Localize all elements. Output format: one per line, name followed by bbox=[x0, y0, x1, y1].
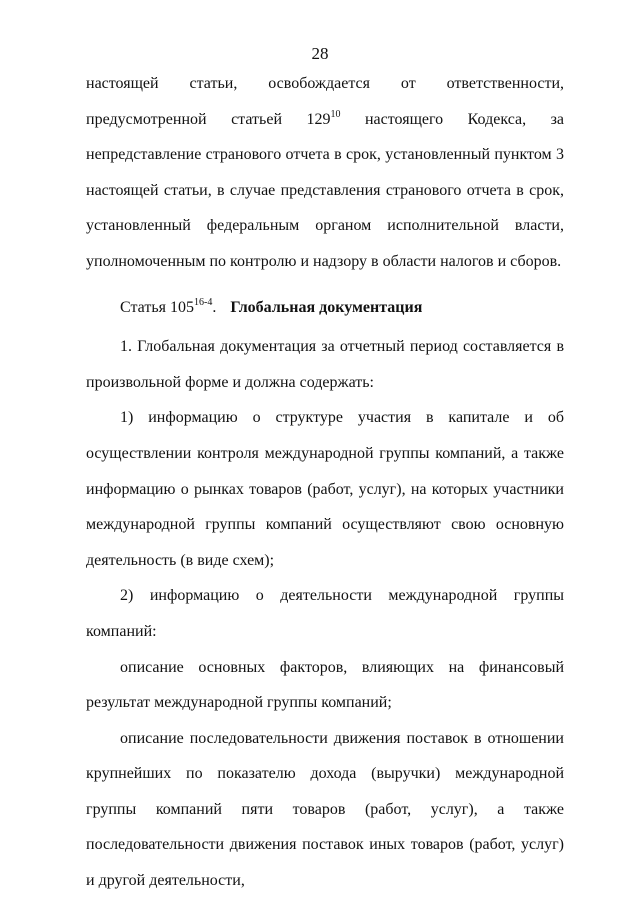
page-number: 28 bbox=[311, 44, 329, 63]
paragraph: 2) информацию о деятельности международной группы компаний: bbox=[86, 587, 564, 640]
paragraph-text: настоящего Кодекса, за непредставление странового отчета в срок, установленный пунктом 3 настоящей статьи, в случае представления странового отчета в срок, установленный федеральным органом исполнительной власти, уполномоченным по контролю и надзору в области налогов и сборов. bbox=[86, 110, 565, 270]
article-heading bbox=[86, 280, 564, 330]
article-title: Глобальная документация bbox=[230, 298, 423, 316]
superscript: 10 bbox=[330, 108, 341, 120]
article-dot: . bbox=[212, 298, 217, 316]
document-body bbox=[86, 66, 564, 899]
paragraph: 1) информацию о структуре участия в капитале и об осуществлении контроля международной группы компаний, а также информацию о рынках товаров (работ, услуг), на которых участники международной группы компаний осуществляют свою основную деятельность (в виде схем); bbox=[86, 409, 564, 569]
paragraph: описание основных факторов, влияющих на финансовый результат международной группы компаний; bbox=[86, 658, 564, 712]
paragraph: описание последовательности движения поставок в отношении крупнейших по показателю дохода (выручки) международной группы компаний пяти товаров (работ, услуг), а также последовательности движения поставок иных товаров (работ, услуг) и другой деятельности, bbox=[86, 729, 564, 890]
paragraph-continuation bbox=[86, 66, 564, 280]
paragraph-text: настоящей статьи, освобождается от ответственности, предусмотренной статьей 129 bbox=[86, 75, 564, 128]
article-superscript: 16-4 bbox=[193, 296, 213, 308]
paragraph: 1. Глобальная документация за отчетный период составляется в произвольной форме и должна содержать: bbox=[86, 338, 564, 391]
article-number: Статья 105 bbox=[120, 298, 194, 316]
